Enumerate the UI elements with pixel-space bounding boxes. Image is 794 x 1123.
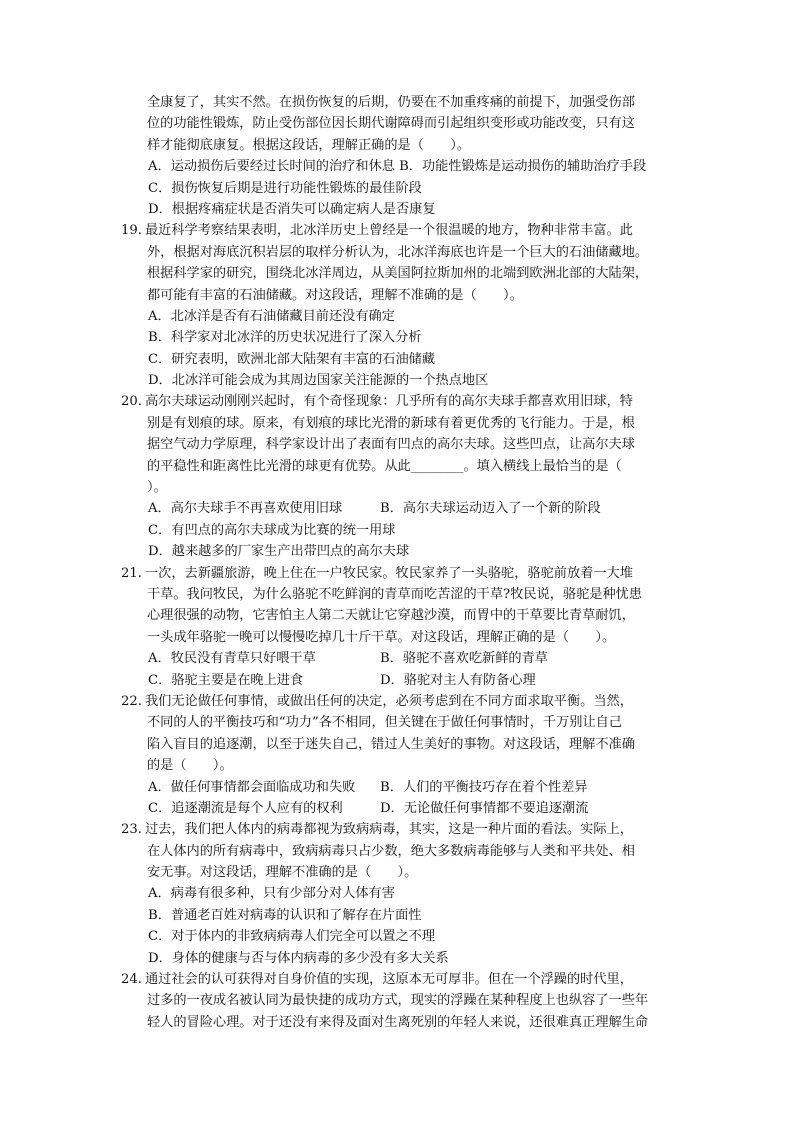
- option-pair: [121, 498, 669, 519]
- paragraph-line: 陷入盲目的追逐潮，以至于迷失自己，错过人生美好的事物。对这段话，理解不准确: [147, 736, 635, 752]
- question-21-first-line: [121, 563, 669, 584]
- question-text: 最近科学考察结果表明，北冰洋历史上曾经是一个很温暖的地方，物种非常丰富。此: [145, 223, 633, 239]
- paragraph-line: 安无事。对这段话，理解不准确的是（ ）。: [147, 865, 418, 881]
- option-a: A．病毒有很多种，只有少部分对人体有害: [148, 886, 395, 902]
- option-d: D．骆驼对主人有防备心理: [380, 672, 536, 688]
- exam-content: [121, 92, 669, 1033]
- question-text: 一次，去新疆旅游，晚上住在一户牧民家。牧民家养了一头骆驼，骆驼前放着一大堆: [145, 565, 633, 581]
- option-pair: [121, 777, 669, 798]
- option-b: B．科学家对北冰洋的历史状况进行了深入分析: [148, 330, 422, 346]
- paragraph-line: 样才能彻底康复。根据这段话，理解正确的是（ ）。: [147, 137, 471, 153]
- question-number: 24.: [121, 972, 142, 988]
- question-22-first-line: [121, 691, 669, 712]
- option-pair: [121, 648, 669, 669]
- paragraph-line: 别是有划痕的球。原来，有划痕的球比光滑的新球有着更优秀的飞行能力。于是，根: [147, 415, 635, 431]
- question-text: 我们无论做任何事情，或做出任何的决定，必须考虑到在不同方面求取平衡。当然，: [145, 693, 633, 709]
- option-pair: [121, 670, 669, 691]
- question-text: 过去，我们把人体内的病毒都视为致病病毒，其实，这是一种片面的看法。实际上，: [145, 822, 633, 838]
- option-d: D．身体的健康与否与体内病毒的多少没有多大关系: [148, 950, 449, 966]
- option-c: C．骆驼主要是在晚上进食: [148, 672, 304, 688]
- paragraph-line: 全康复了，其实不然。在损伤恢复的后期，仍要在不加重疼痛的前提下，加强受伤部: [147, 95, 635, 110]
- paragraph-line: 一头成年骆驼一晚可以慢慢吃掉几十斤干草。对这段话，理解正确的是（ ）。: [147, 629, 616, 645]
- question-24-first-line: [121, 969, 669, 990]
- option-a: A．高尔夫球手不再喜欢使用旧球: [148, 501, 343, 517]
- question-number: 19.: [121, 223, 142, 239]
- option-d: D．越来越多的厂家生产出带凹点的高尔夫球: [148, 544, 410, 560]
- paragraph-line: ）。: [147, 480, 167, 496]
- option-a: A．牧民没有青草只好喂干草: [148, 651, 316, 667]
- option-b: B．人们的平衡技巧存在着个性差异: [380, 779, 588, 795]
- option-c: C．有凹点的高尔夫球成为比赛的统一用球: [148, 522, 396, 538]
- question-text: 高尔夫球运动刚刚兴起时，有个奇怪现象：几乎所有的高尔夫球手都喜欢用旧球，特: [145, 394, 633, 410]
- option-pair: [121, 156, 669, 177]
- option-a: A．北冰洋是否有石油储藏目前还没有确定: [148, 308, 395, 324]
- paragraph-line: 过多的一夜成名被认同为最快捷的成功方式，现实的浮躁在某种程度上也纵容了一些年: [147, 993, 649, 1009]
- paragraph-line: 干草。我问牧民，为什么骆驼不吃鲜润的青草而吃苦涩的干草?牧民说，骆驼是种忧患: [147, 586, 643, 602]
- option-b: B．骆驼不喜欢吃新鲜的青草: [380, 651, 548, 667]
- option-c: C．损伤恢复后期是进行功能性锻炼的最佳阶段: [148, 180, 422, 196]
- paragraph-line: 在人体内的所有病毒中，致病病毒只占少数，绝大多数病毒能够与人类和平共处、相: [147, 843, 635, 859]
- option-b: B．功能性锻炼是运动损伤的辅助治疗手段: [399, 159, 647, 175]
- paragraph-line: 的平稳性和距离性比光滑的球更有优势。从此________。填入横线上最恰当的是（: [147, 458, 622, 474]
- option-b: B．普通老百姓对病毒的认识和了解存在片面性: [148, 907, 422, 923]
- option-d: D．无论做任何事情都不要追逐潮流: [380, 800, 589, 816]
- paragraph-line: 轻人的冒险心理。对于还没有来得及面对生离死别的年轻人来说，还很难真正理解生命: [147, 1014, 649, 1030]
- option-b: B．高尔夫球运动迈入了一个新的阶段: [380, 501, 601, 517]
- paragraph-line: 据空气动力学原理，科学家设计出了表面有凹点的高尔夫球。这些凹点，让高尔夫球: [147, 437, 635, 453]
- question-number: 21.: [121, 565, 142, 581]
- paragraph-line: 外，根据对海底沉积岩层的取样分析认为，北冰洋海底也许是一个巨大的石油储藏地。: [147, 244, 649, 260]
- question-number: 22.: [121, 693, 142, 709]
- question-text: 通过社会的认可获得对自身价值的实现，这原本无可厚非。但在一个浮躁的时代里，: [145, 972, 633, 988]
- paragraph-line: 不同的人的平衡技巧和“功力”各不相同，但关键在于做任何事情时，千万别让自己: [147, 715, 623, 731]
- question-number: 23.: [121, 822, 142, 838]
- question-20-first-line: [121, 391, 669, 412]
- option-c: C．研究表明，欧洲北部大陆架有丰富的石油储藏: [148, 351, 436, 367]
- option-c: C．对于体内的非致病病毒人们完全可以置之不理: [148, 929, 436, 945]
- question-19-first-line: [121, 220, 669, 241]
- paragraph-line: 都可能有丰富的石油储藏。对这段话，理解不准确的是（ ）。: [147, 287, 523, 303]
- paragraph-line: 心理很强的动物，它害怕主人第二天就让它穿越沙漠，而胃中的干草要比青草耐饥，: [147, 608, 635, 624]
- paragraph-line: 位的功能性锻炼，防止受伤部位因长期代谢障碍而引起组织变形或功能改变，只有这: [147, 116, 635, 132]
- question-number: 20.: [121, 394, 142, 410]
- option-c: C．追逐潮流是每个人应有的权利: [148, 800, 343, 816]
- option-d: D．根据疼痛症状是否消失可以确定病人是否康复: [148, 201, 436, 217]
- option-a: A．运动损伤后要经过长时间的治疗和休息: [148, 159, 395, 175]
- paragraph-line: 的是（ ）。: [147, 758, 233, 774]
- option-d: D．北冰洋可能会成为其周边国家关注能源的一个热点地区: [148, 373, 489, 389]
- paragraph-line: 根据科学家的研究，围绕北冰洋周边，从美国阿拉斯加州的北端到欧洲北部的大陆架，: [147, 266, 649, 282]
- question-23-first-line: [121, 819, 669, 840]
- option-a: A．做任何事情都会面临成功和失败: [148, 779, 356, 795]
- option-pair: [121, 798, 669, 819]
